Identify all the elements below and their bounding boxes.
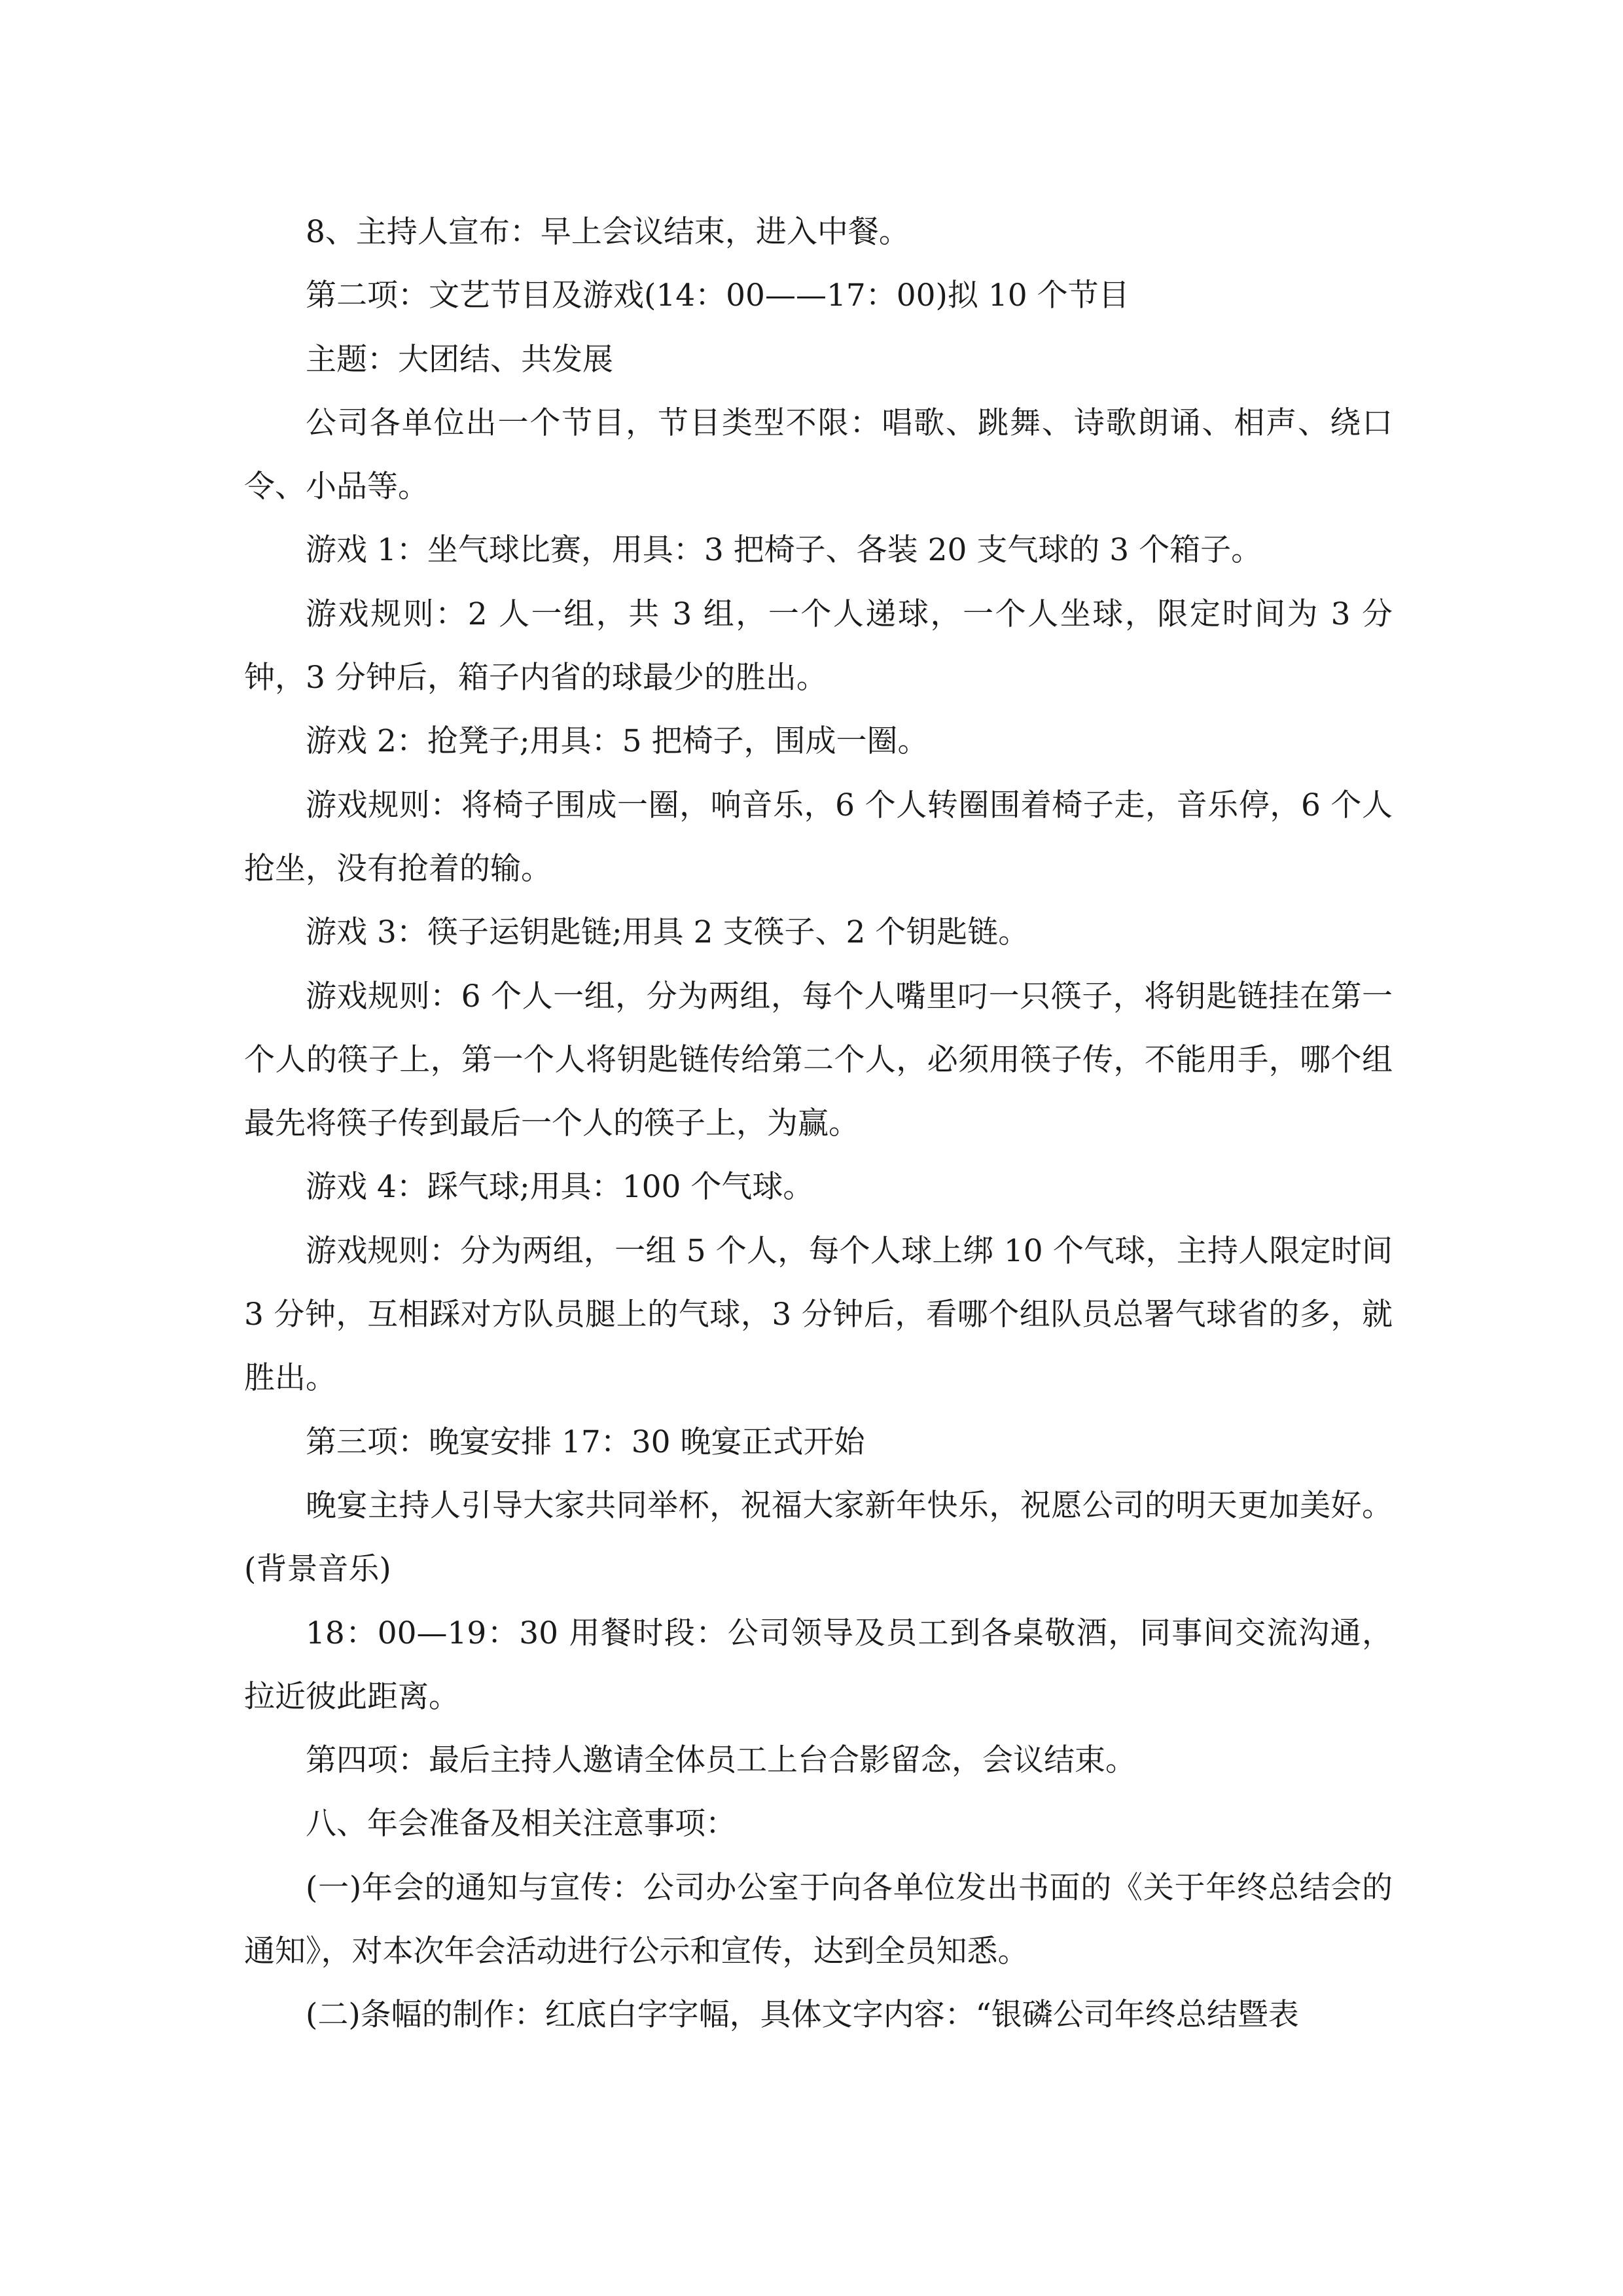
paragraph: 游戏规则：2 人一组，共 3 组，一个人递球，一个人坐球，限定时间为 3 分钟，3 分钟后，箱子内省的球最少的胜出。 <box>244 596 1393 696</box>
paragraph: 18：00—19：30 用餐时段：公司领导及员工到各桌敬酒，同事间交流沟通，拉近彼此距离。 <box>244 1615 1393 1715</box>
paragraph: 主题：大团结、共发展 <box>306 341 613 378</box>
paragraph: 第四项：最后主持人邀请全体员工上台合影留念，会议结束。 <box>306 1742 1136 1779</box>
paragraph: 第三项：晚宴安排 17：30 晚宴正式开始 <box>306 1424 865 1460</box>
paragraph: 游戏 3：筷子运钥匙链;用具 2 支筷子、2 个钥匙链。 <box>306 914 1029 951</box>
paragraph: 游戏 1：坐气球比赛，用具：3 把椅子、各装 20 支气球的 3 个箱子。 <box>306 532 1262 569</box>
paragraph: 游戏规则：将椅子围成一圈，响音乐，6 个人转圈围着椅子走，音乐停，6 个人抢坐，没有抢着的输。 <box>244 787 1393 887</box>
document-body <box>244 200 1393 2047</box>
paragraph: 游戏规则：6 个人一组，分为两组，每个人嘴里叼一只筷子，将钥匙链挂在第一个人的筷子上，第一个人将钥匙链传给第二个人，必须用筷子传，不能用手，哪个组最先将筷子传到最后一个人的筷子上，为赢。 <box>244 978 1393 1142</box>
paragraph: (二)条幅的制作：红底白字字幅，具体文字内容：“银磷公司年终总结暨表 <box>306 1997 1299 2034</box>
paragraph: 游戏 4：踩气球;用具：100 个气球。 <box>306 1169 814 1206</box>
paragraph: 晚宴主持人引导大家共同举杯，祝福大家新年快乐，祝愿公司的明天更加美好。(背景音乐) <box>244 1487 1393 1588</box>
paragraph: 公司各单位出一个节目，节目类型不限：唱歌、跳舞、诗歌朗诵、相声、绕口令、小品等。 <box>244 404 1393 505</box>
paragraph: 八、年会准备及相关注意事项： <box>306 1806 736 1842</box>
paragraph: 游戏 2：抢凳子;用具：5 把椅子，围成一圈。 <box>306 723 929 760</box>
paragraph: 游戏规则：分为两组，一组 5 个人，每个人球上绑 10 个气球，主持人限定时间 3 分钟，互相踩对方队员腿上的气球，3 分钟后，看哪个组队员总署气球省的多，就胜出。 <box>244 1232 1393 1397</box>
paragraph: 8、主持人宣布：早上会议结束，进入中餐。 <box>306 214 910 250</box>
paragraph: 第二项：文艺节目及游戏(14：00——17：00)拟 10 个节目 <box>306 278 1130 314</box>
paragraph: (一)年会的通知与宣传：公司办公室于向各单位发出书面的《关于年终总结会的通知》，对本次年会活动进行公示和宣传，达到全员知悉。 <box>244 1869 1393 1970</box>
